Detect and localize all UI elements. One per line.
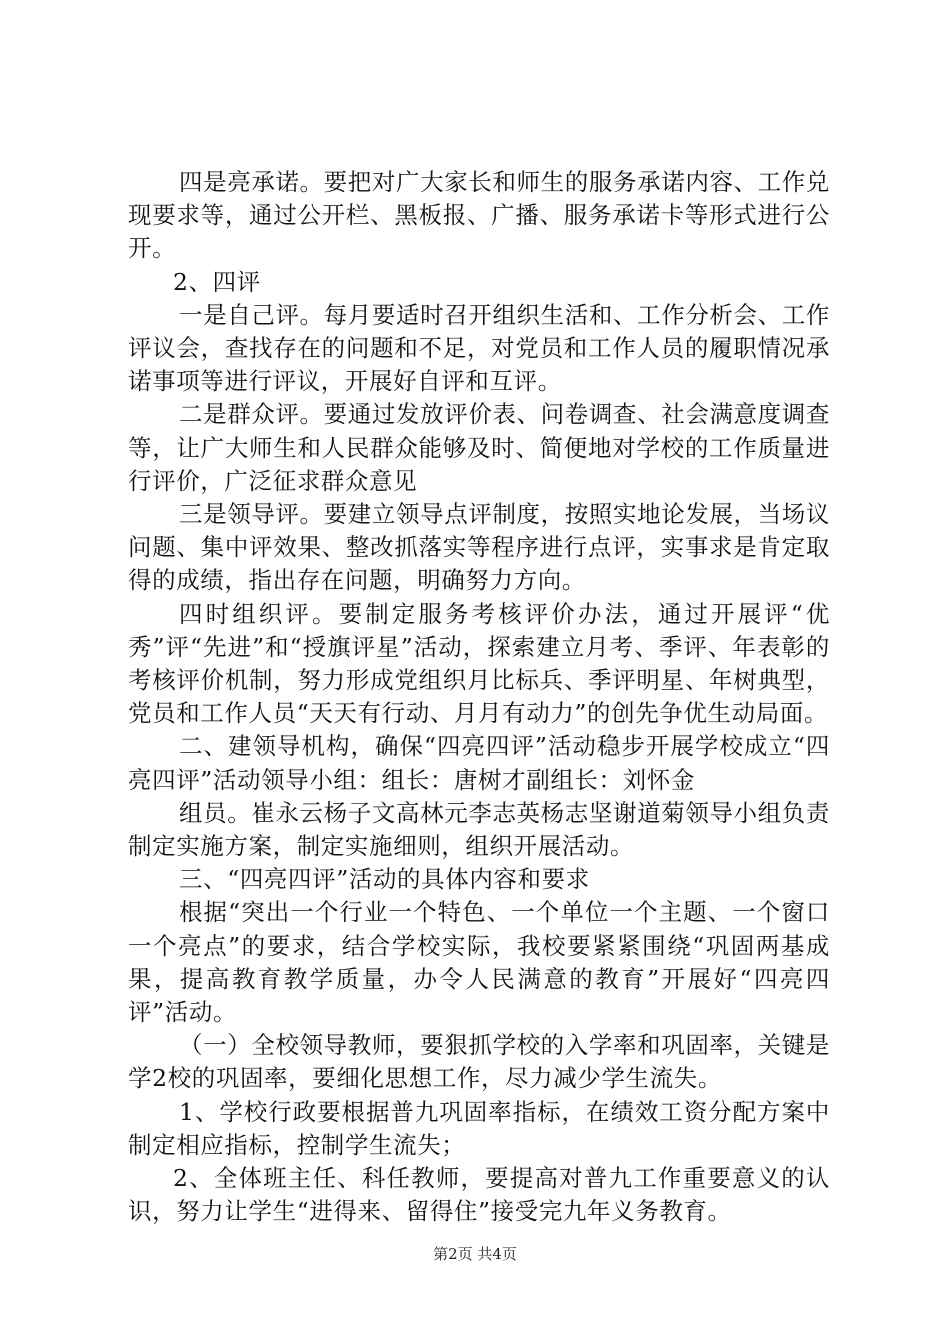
paragraph-public-evaluation: 二是群众评。要通过发放评价表、问卷调查、社会满意度调查等，让广大师生和人民群众能够及时、简便地对学校的工作质量进行评价，广泛征求群众意见: [128, 400, 830, 495]
document-body: [128, 166, 830, 1229]
section-heading-four-ping: 2、四评: [173, 267, 261, 296]
paragraph-organization-evaluation: 四时组织评。要制定服务考核评价办法，通过开展评“优秀”评“先进”和“授旗评星”活动，探索建立月考、季评、年表彰的考核评价机制，努力形成党组织月比标兵、季评明星、年树典型，党员和工作人员“天天有行动、月月有动力”的创先争优生动局面。: [128, 599, 830, 728]
paragraph-self-evaluation: 一是自己评。每月要适时召开组织生活和、工作分析会、工作评议会，查找存在的问题和不足，对党员和工作人员的履职情况承诺事项等进行评议，开展好自评和互评。: [128, 300, 830, 396]
section-heading-content-requirements: 三、“四亮四评”活动的具体内容和要求: [179, 865, 590, 894]
paragraph-leadership-structure: 二、建领导机构，确保“四亮四评”活动稳步开展学校成立“四亮四评”活动领导小组：组长：唐树才副组长：刘怀金: [128, 732, 830, 794]
page-footer: 第2页 共4页: [433, 1245, 517, 1263]
paragraph-enrollment-retention: （一）全校领导教师，要狠抓学校的入学率和巩固率，关键是学2校的巩固率，要细化思想工作，尽力减少学生流失。: [128, 1031, 830, 1093]
paragraph-group-members: 组员。崔永云杨子文高林元李志英杨志坚谢道菊领导小组负责制定实施方案，制定实施细则，组织开展活动。: [128, 798, 830, 861]
paragraph-four-liang-commitment: 四是亮承诺。要把对广大家长和师生的服务承诺内容、工作兑现要求等，通过公开栏、黑板报、广播、服务承诺卡等形式进行公开。: [128, 168, 830, 263]
paragraph-activity-basis: 根据“突出一个行业一个特色、一个单位一个主题、一个窗口一个亮点”的要求，结合学校实际，我校要紧紧围绕“巩固两基成果，提高教育教学质量，办令人民满意的教育”开展好“四亮四评”活动。: [128, 898, 830, 1027]
paragraph-leader-evaluation: 三是领导评。要建立领导点评制度，按照实地论发展，当场议问题、集中评效果、整改抓落实等程序进行点评，实事求是肯定取得的成绩，指出存在问题，明确努力方向。: [128, 500, 830, 595]
paragraph-administration-measure: 1、学校行政要根据普九巩固率指标，在绩效工资分配方案中制定相应指标，控制学生流失；: [128, 1097, 830, 1159]
paragraph-teacher-measure: 2、全体班主任、科任教师，要提高对普九工作重要意义的认识，努力让学生“进得来、留得住”接受完九年义务教育。: [128, 1164, 830, 1226]
